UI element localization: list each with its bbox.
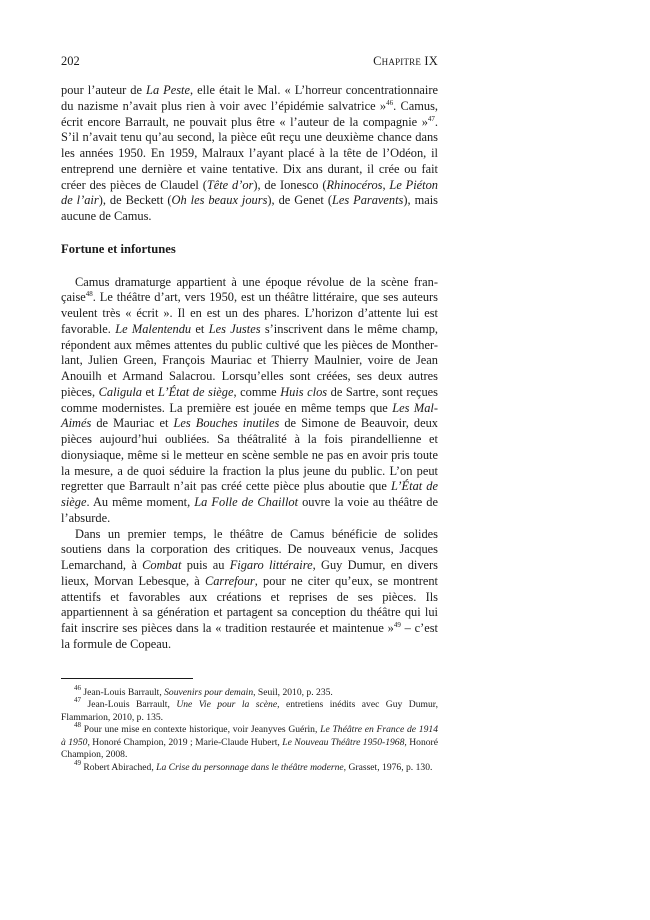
book-page	[61, 54, 438, 774]
italic-title: Tête d’or	[206, 177, 254, 192]
text-run: ), de Ionesco (	[253, 177, 327, 192]
text-run: et	[191, 321, 209, 336]
footnote-48	[61, 721, 439, 762]
text-run: ,	[382, 177, 390, 192]
text-run: Dans un premier temps, le théâtre de Camus bénéficie de solides soutiens dans la corporation des critiques. De nouveaux venus, Jacques Lemarchand, à	[61, 526, 438, 572]
italic-title: Carrefour	[204, 573, 255, 588]
italic-title: Le Nouveau Théâtre 1950-1968	[282, 736, 405, 748]
italic-title: Figaro littéraire	[229, 558, 313, 572]
italic-title: Les Bouches inutiles	[173, 416, 280, 431]
text-run: Pour une mise en contexte historique, voir Jeanyves Guérin,	[81, 724, 321, 735]
note-call: 47	[74, 696, 81, 704]
text-run: – c’est la formule de Copeau.	[61, 621, 438, 651]
italic-title: Les Justes	[208, 321, 261, 336]
italic-title: Caligula	[98, 384, 142, 399]
note-call: 47	[427, 114, 435, 123]
body-text	[61, 83, 438, 653]
text-run: et	[141, 384, 159, 399]
text-run: Camus dramaturge appartient à une époque révolue de la scène fran-çaise	[61, 274, 438, 305]
italic-title: Le Malentendu	[115, 321, 192, 336]
note-call: 46	[74, 683, 81, 692]
text-run: . S’il n’avait tenu qu’au second, la pièce eût reçu une deuxième chance dans les années 1950. En 1959, Malraux l’ayant placé à la tête de l’Odéon, il entreprend une dernière et vaine tentative. Dix ans durant, il crée ou fait créer des pièces de Claudel (	[61, 114, 438, 192]
text-run: , Honoré Champion, 2019 ; Marie-Claude Hubert,	[87, 736, 283, 748]
italic-title: Oh les beaux jours	[171, 193, 268, 208]
text-run: , Seuil, 2010, p. 235.	[253, 686, 333, 698]
text-run: , elle était le Mal. « L’horreur concentrationnaire du nazisme n’avait plus rien à voir avec l’épidémie salvatrice »	[61, 83, 438, 113]
footnote-separator	[61, 678, 193, 679]
text-run: ), mais aucune de Camus.	[61, 193, 438, 223]
italic-title: La Folle de Chaillot	[194, 495, 299, 509]
text-run: . Le théâtre d’art, vers 1950, est un théâtre littéraire, que ses auteurs veulent très « écrit ». Il en est un des phares. L’horizon d’attente lui est favorable.	[61, 290, 438, 336]
italic-title: Les Mal-Aimés	[61, 400, 438, 431]
italic-title: Le Piéton de l’air	[61, 177, 439, 208]
footnotes	[61, 683, 439, 775]
paragraph-2	[61, 275, 438, 527]
text-run: pour l’auteur de	[61, 83, 147, 97]
text-run: , pour ne citer qu’eux, se montrent attentifs et favorables aux créations et reprises de ses pièces. Ils appartiennent à sa génération et partagent sa conception du théâtre qui lui fait inscrire ses pièces dans la « tradition restaurée et maintenue »	[61, 573, 438, 635]
footnote-49	[61, 758, 438, 775]
text-run: s’inscrivent dans le même champ, répondent aux mêmes attentes du public cultivé que les pièces de Monther-lant, Julien Green, François Mauriac et Thierry Maulnier, voire de Jean Anouilh et Armand Salacrou. Lorsqu’elles sont créées, ses deux autres pièces,	[61, 321, 439, 399]
italic-title: Rhinocéros	[326, 177, 383, 192]
text-run: de Sartre, sont reçues comme modernistes. La première est jouée en même temps que	[61, 384, 438, 415]
text-run: ), de Genet (	[267, 193, 332, 208]
text-run: Robert Abirached,	[81, 761, 157, 773]
italic-title: Combat	[142, 558, 182, 572]
text-run: puis au	[181, 558, 230, 572]
text-run: . Au même moment,	[86, 495, 195, 509]
text-run: , Honoré Champion, 2008.	[61, 736, 439, 760]
text-run: de Simone de Beauvoir, deux pièces aujourd’hui oubliées. Sa théâtralité à la fois pirandellienne et dionysiaque, même si le metteur en scène semble ne pas en avoir pris toute la mesure, a de quoi séduire la fraction la plus jeune du public. L’on peut regretter que Barrault n’ait pas créé cette pièce plus aboutie que	[61, 416, 438, 494]
note-call: 49	[393, 621, 401, 629]
paragraph-1	[61, 83, 438, 225]
text-run: , comme	[233, 384, 281, 399]
italic-title: Une Vie pour la scène	[176, 699, 278, 710]
text-run: , Guy Dumur, en divers lieux, Morvan Lebesque, à	[61, 558, 438, 588]
italic-title: Le Théâtre en France de 1914 à 1950	[61, 724, 438, 748]
text-run: Jean-Louis Barrault,	[81, 699, 177, 710]
section-heading: Fortune et infortunes	[61, 241, 176, 256]
italic-title: Huis clos	[280, 384, 328, 399]
italic-title: La Peste	[146, 83, 191, 97]
italic-title: La Crise du personnage dans le théâtre moderne	[156, 761, 344, 773]
running-header	[61, 54, 438, 72]
note-call: 48	[74, 721, 81, 729]
footnote-46	[61, 683, 438, 700]
page-number: 202	[61, 54, 80, 68]
footnote-47	[61, 696, 438, 724]
text-run: de Mauriac et	[91, 416, 174, 431]
text-run: , entretiens inédits avec Guy Dumur, Flammarion, 2010, p. 135.	[61, 699, 438, 723]
text-run: ), de Beckett (	[98, 193, 172, 208]
chapter-title: Chapitre IX	[373, 54, 438, 68]
italic-title: Les Paravents	[331, 193, 404, 208]
italic-title: Souvenirs pour demain	[164, 686, 254, 698]
paragraph-3	[61, 527, 438, 653]
text-run: ouvre la voie au théâtre de l’absurde.	[61, 495, 439, 525]
note-call: 48	[85, 290, 93, 299]
note-call: 49	[74, 758, 81, 767]
text-run: , Grasset, 1976, p. 130.	[343, 761, 433, 773]
italic-title: L’État de siège	[158, 384, 234, 399]
text-run: . Camus, écrit encore Barrault, ne pouvait plus être « l’auteur de la compagnie »	[61, 98, 438, 129]
text-run: Jean-Louis Barrault,	[81, 686, 165, 698]
italic-title: L’État de siège	[61, 479, 439, 509]
note-call: 46	[386, 98, 394, 107]
